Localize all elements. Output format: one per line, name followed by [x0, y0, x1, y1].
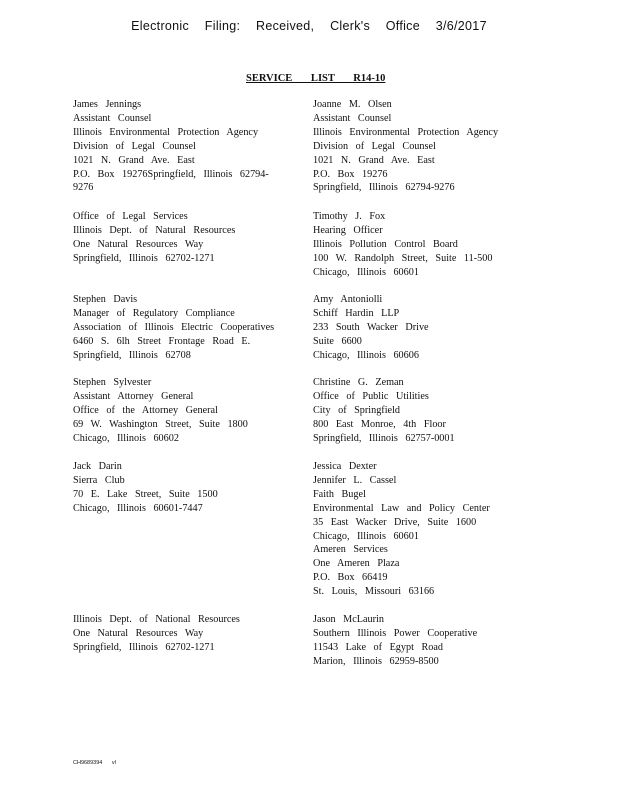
address-line: Assistant Attorney General — [73, 390, 194, 402]
address-line: P.O. Box 66419 — [313, 572, 388, 584]
address-line: Division of Legal Counsel — [313, 140, 436, 152]
address-block — [313, 376, 455, 446]
address-line: 70 E. Lake Street, Suite 1500 — [73, 488, 218, 500]
address-line: Chicago, Illinois 60606 — [313, 349, 419, 361]
address-line: 1021 N. Grand Ave. East — [73, 154, 195, 166]
address-line: 69 W. Washington Street, Suite 1800 — [73, 418, 248, 430]
address-block — [313, 210, 492, 280]
address-line: Illinois Dept. of Natural Resources — [73, 224, 236, 236]
address-line: 11543 Lake of Egypt Road — [313, 641, 443, 653]
address-block — [73, 613, 240, 655]
address-line: Schiff Hardin LLP — [313, 307, 400, 319]
address-line: 6460 S. 6lh Street Frontage Road E. — [73, 335, 251, 347]
address-line: Springfield, Illinois 62702-1271 — [73, 252, 215, 264]
address-line: 100 W. Randolph Street, Suite 11-500 — [313, 252, 493, 264]
address-line: Assistant Counsel — [313, 112, 392, 124]
address-line: P.O. Box 19276Springfield, Illinois 62794- — [73, 168, 269, 180]
address-line: Springfield, Illinois 62757-0001 — [313, 432, 455, 444]
service-list-title: SERVICE LIST R14-10 — [246, 73, 386, 84]
address-line: 9276 — [73, 182, 94, 194]
address-line: 800 East Monroe, 4th Floor — [313, 418, 446, 430]
address-line: 1021 N. Grand Ave. East — [313, 154, 435, 166]
address-line: Illinois Environmental Protection Agency — [73, 126, 259, 138]
address-line: Hearing Officer — [313, 224, 383, 236]
address-block — [313, 613, 477, 669]
address-line: Marion, Illinois 62959-8500 — [313, 655, 439, 667]
address-line: St. Louis, Missouri 63166 — [313, 586, 435, 598]
address-line: Jennifer L. Cassel — [313, 474, 397, 486]
address-line: Suite 6600 — [313, 335, 362, 347]
address-line: Association of Illinois Electric Cooperatives — [73, 321, 275, 333]
address-line: Christine G. Zeman — [313, 377, 404, 388]
address-line: Stephen Sylvester — [73, 377, 152, 388]
address-line: City of Springfield — [313, 404, 400, 416]
address-line: Joanne M. Olsen — [313, 99, 392, 110]
address-line: Southern Illinois Power Cooperative — [313, 627, 478, 639]
address-line: Division of Legal Counsel — [73, 140, 196, 152]
address-block — [73, 293, 274, 363]
address-line: Faith Bugel — [313, 488, 366, 500]
address-block — [313, 98, 498, 195]
address-line: Springfield, Illinois 62702-1271 — [73, 641, 215, 653]
address-line: Stephen Davis — [73, 294, 138, 305]
address-line: Office of Public Utilities — [313, 390, 429, 402]
address-block — [313, 293, 429, 363]
address-line: Illinois Environmental Protection Agency — [313, 126, 499, 138]
address-line: Chicago, Illinois 60601 — [313, 266, 419, 278]
address-line: Timothy J. Fox — [313, 211, 386, 222]
address-line: Office of Legal Services — [73, 211, 188, 222]
address-line: Springfield, Illinois 62794-9276 — [313, 182, 455, 194]
address-line: P.O. Box 19276 — [313, 168, 388, 180]
address-line: James Jennings — [73, 99, 142, 110]
address-block — [73, 460, 218, 516]
address-line: Chicago, Illinois 60601-7447 — [73, 502, 203, 514]
address-line: Chicago, Illinois 60601 — [313, 530, 419, 542]
address-line: 233 South Wacker Drive — [313, 321, 429, 333]
address-line: One Ameren Plaza — [313, 558, 400, 570]
address-line: Springfield, Illinois 62708 — [73, 349, 191, 361]
address-line: Amy Antoniolli — [313, 294, 383, 305]
address-line: Ameren Services — [313, 544, 388, 556]
address-line: Illinois Dept. of National Resources — [73, 614, 240, 625]
address-block — [73, 376, 248, 446]
address-line: Jack Darin — [73, 461, 122, 472]
address-line: Illinois Pollution Control Board — [313, 238, 458, 250]
address-line: 35 East Wacker Drive, Suite 1600 — [313, 516, 477, 528]
address-line: Environmental Law and Policy Center — [313, 502, 490, 514]
address-block — [313, 460, 490, 599]
address-line: Manager of Regulatory Compliance — [73, 307, 235, 319]
address-line: Jessica Dexter — [313, 461, 377, 472]
address-line: Sierra Club — [73, 474, 125, 486]
address-line: Assistant Counsel — [73, 112, 152, 124]
address-line: One Natural Resources Way — [73, 238, 204, 250]
filing-header: Electronic Filing: Received, Clerk's Office 3/6/2017 — [131, 19, 487, 33]
address-block — [73, 98, 269, 195]
address-block — [73, 210, 235, 266]
address-line: Chicago, Illinois 60602 — [73, 432, 179, 444]
address-line: Office of the Attorney General — [73, 404, 218, 416]
address-line: Jason McLaurin — [313, 614, 384, 625]
address-line: One Natural Resources Way — [73, 627, 204, 639]
document-id-footer: CH9689394 vl — [73, 760, 116, 766]
